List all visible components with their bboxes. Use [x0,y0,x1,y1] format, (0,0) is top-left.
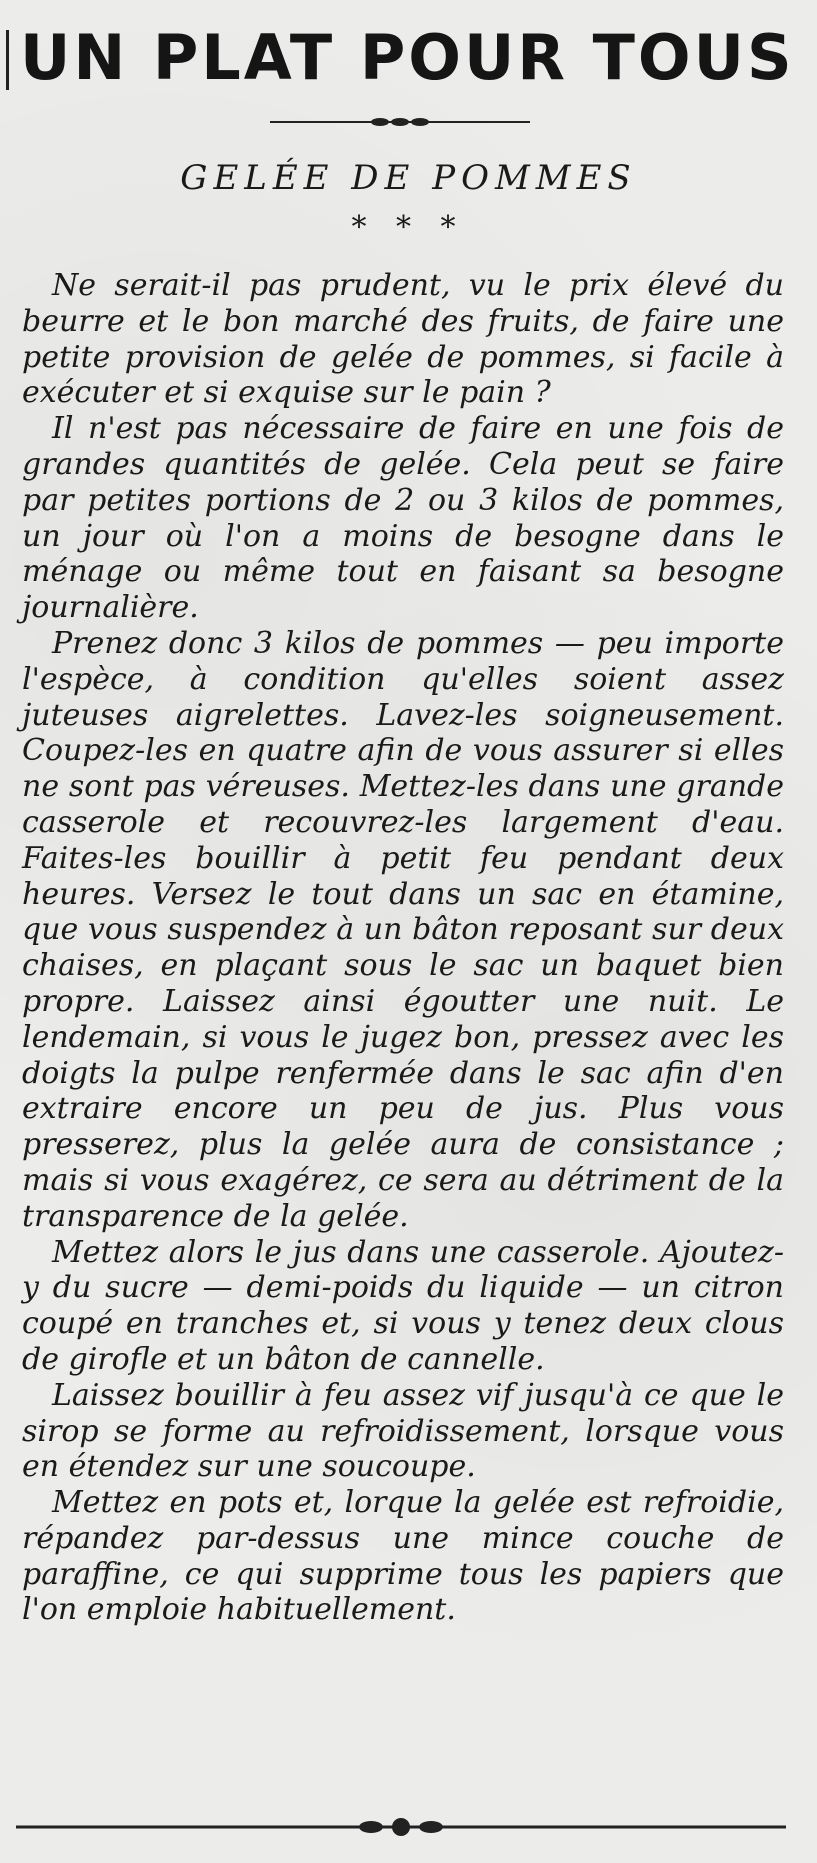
paragraph: Ne serait-il pas prudent, vu le prix élevé du beurre et le bon marché des fruits, de faire une petite provision de gelée de pommes, si facile à exécuter et si exquise sur le pain ? [22,268,784,411]
article-title: GELÉE DE POMMES [180,158,637,198]
paragraph: Mettez en pots et, lorque la gelée est refroidie, répandez par-dessus une mince couche de paraffine, ce qui supprime tous les papiers que l'on emploie habituellement. [22,1485,784,1628]
paragraph: Laissez bouillir à feu assez vif jusqu'à ce que le sirop se forme au refroidissement, lorsque vous en étendez sur une soucoupe. [22,1377,784,1485]
article-body [22,268,784,1628]
headline: UN PLAT POUR TOUS [20,21,795,94]
paragraph: Prenez donc 3 kilos de pommes — peu importe l'espèce, à condition qu'elles soient assez juteuses aigrelettes. Lavez-les soigneusement. Coupez-les en quatre afin de vous assurer si elles ne sont pas véreuses. Mettez-les dans une grande casserole et recouvrez-les largement d'eau. Faites-les bouillir à petit feu pendant deux heures. Versez le tout dans un sac en étamine, que vous suspendez à un bâton reposant sur deux chaises, en plaçant sous le sac un baquet bien propre. Laissez ainsi égoutter une nuit. Le lendemain, si vous le jugez bon, pressez avec les doigts la pulpe renfermée dans le sac afin d'en extraire encore un peu de jus. Plus vous presserez, plus la gelée aura de consistance ; mais si vous exagérez, ce sera au détriment de la transparence de la gelée. [22,625,784,1234]
ornament-divider [270,112,530,132]
asterism: * * * [351,210,466,245]
end-ornament-rule [16,1815,786,1839]
paragraph: Il n'est pas nécessaire de faire en une fois de grandes quantités de gelée. Cela peut se faire par petites portions de 2 ou 3 kilos de pommes, un jour où l'on a moins de besogne dans le ménage ou même tout en faisant sa besogne journalière. [22,411,784,626]
column-rule [6,30,9,90]
paragraph: Mettez alors le jus dans une casserole. Ajoutez-y du sucre — demi-poids du liquide — un citron coupé en tranches et, si vous y tenez deux clous de girofle et un bâton de cannelle. [22,1234,784,1377]
